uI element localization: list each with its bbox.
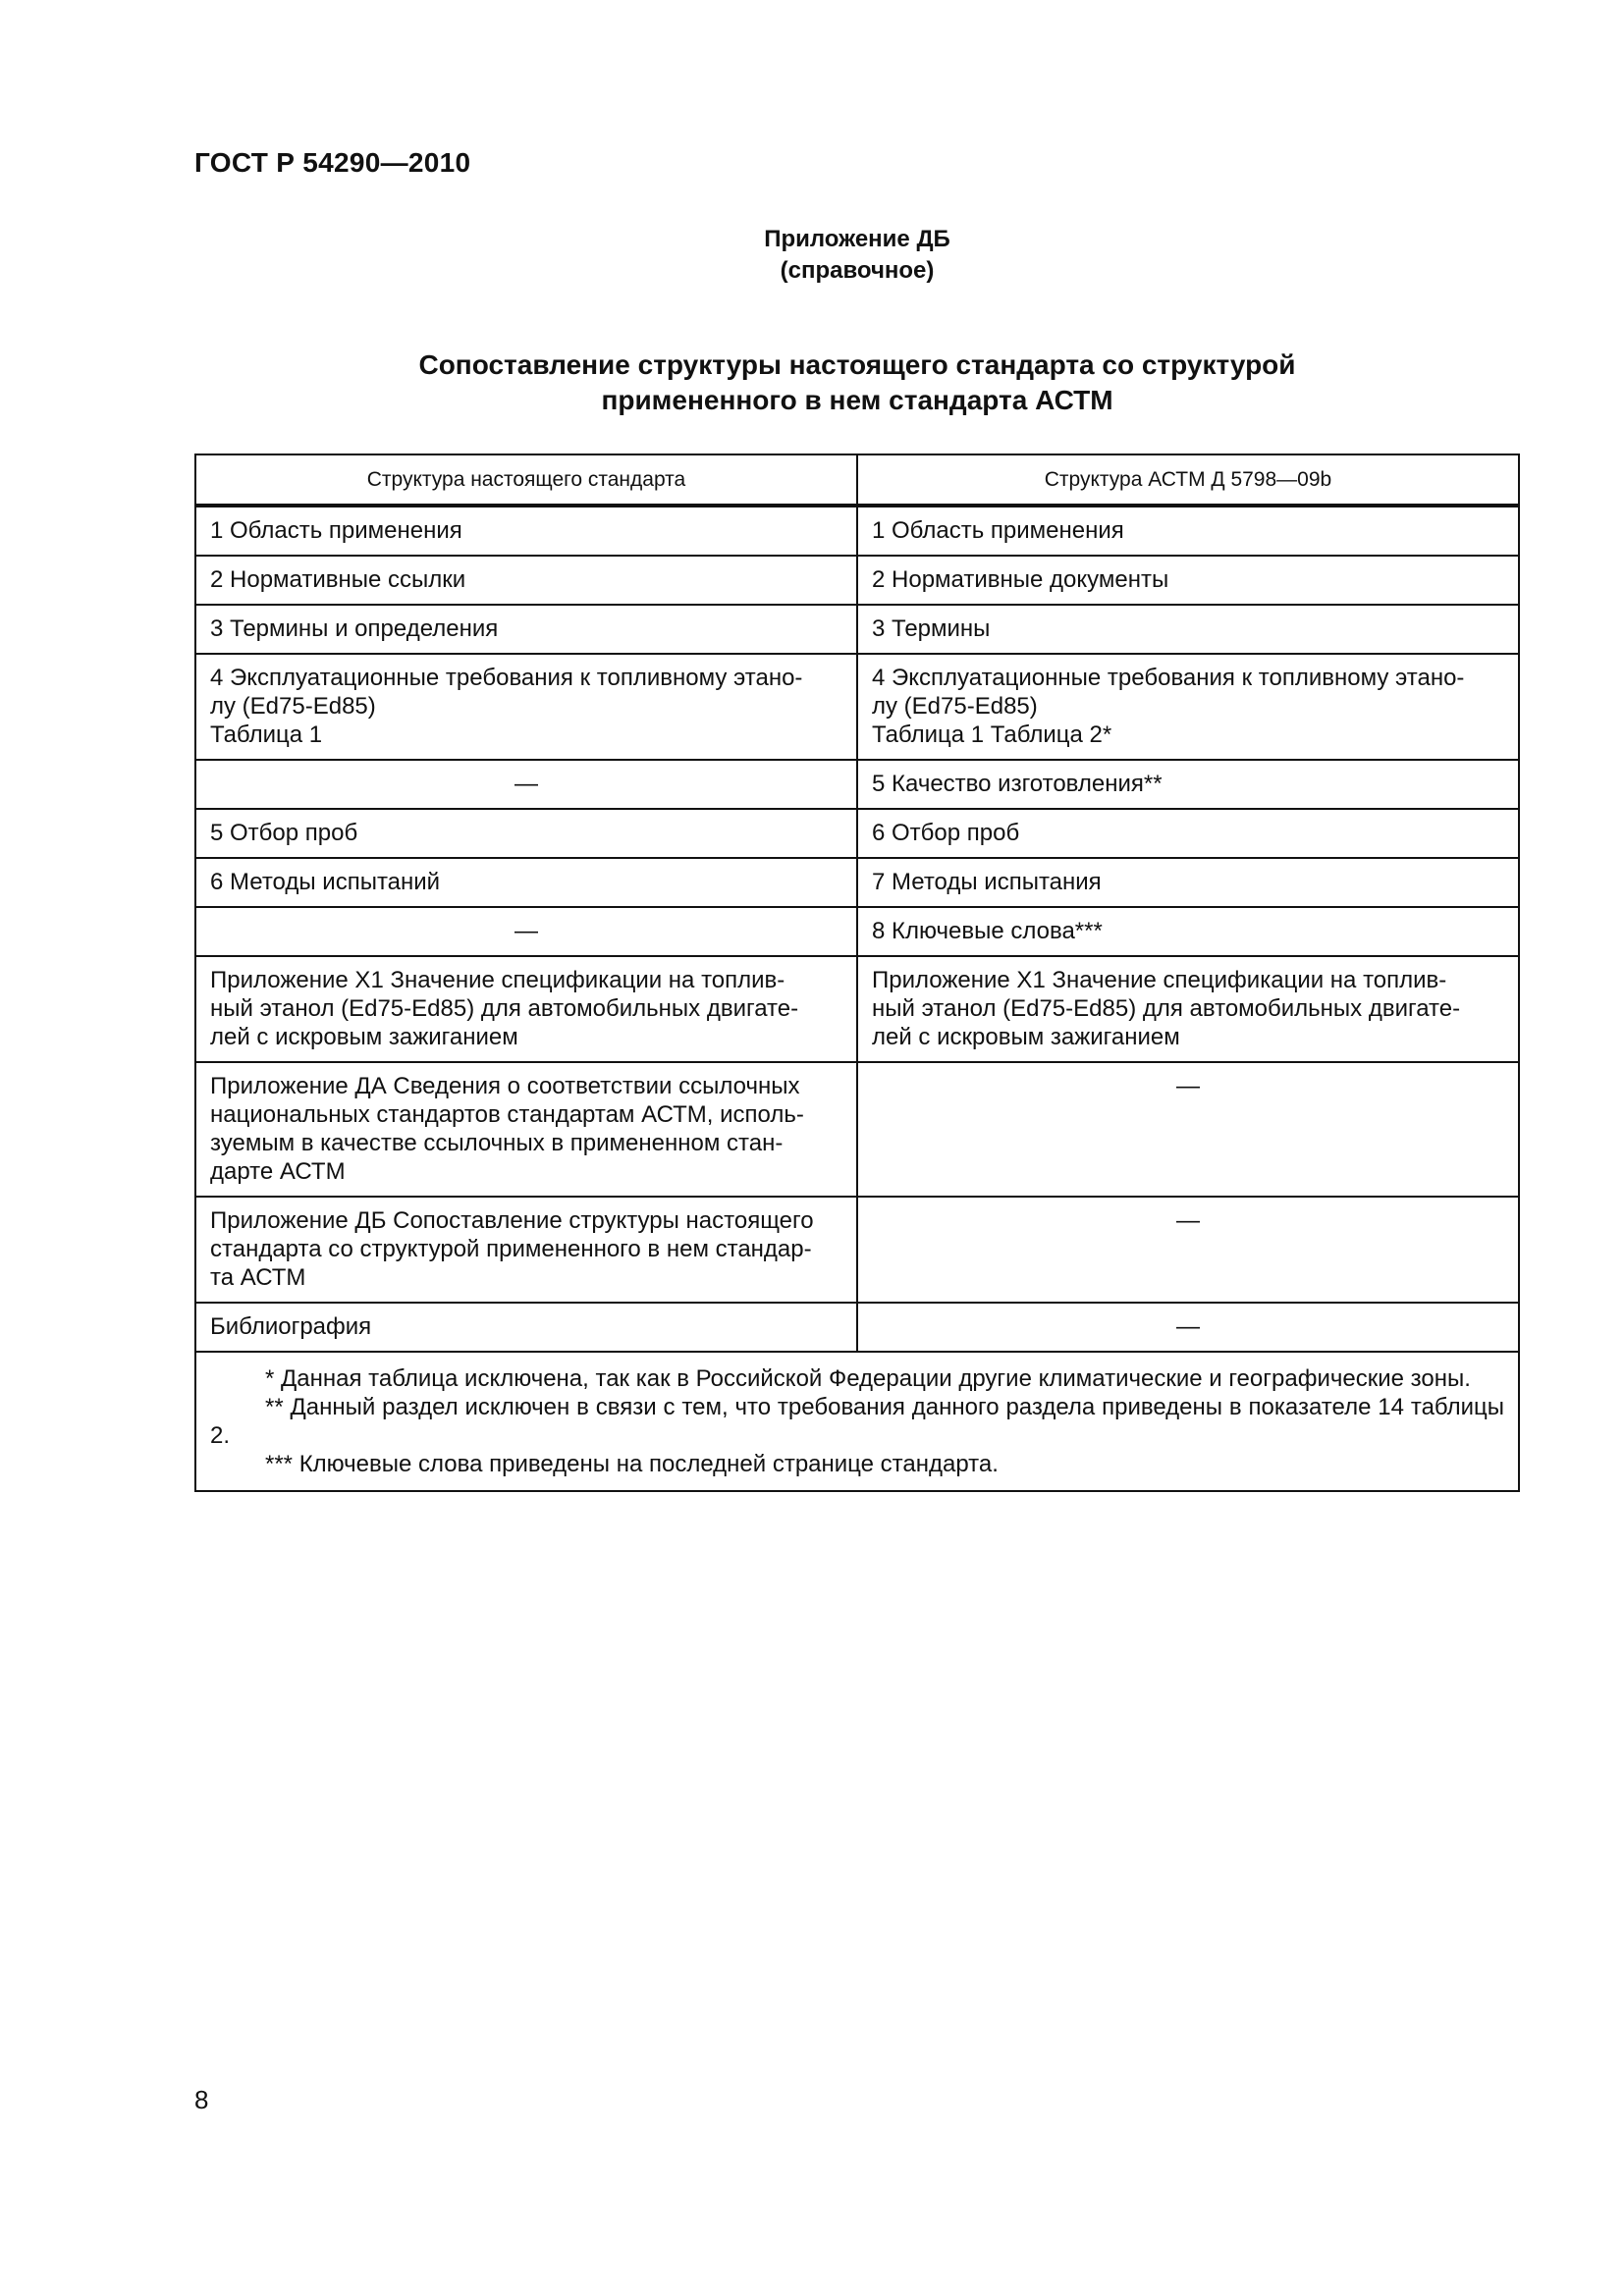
table-row bbox=[195, 654, 1519, 760]
table-cell-right: 1 Область применения bbox=[857, 506, 1519, 556]
table-cell-right: 3 Термины bbox=[857, 605, 1519, 654]
table-row bbox=[195, 605, 1519, 654]
title-line-2: примененного в нем стандарта АСТМ bbox=[601, 385, 1113, 415]
table-note: *** Ключевые слова приведены на последней странице стандарта. bbox=[265, 1451, 999, 1477]
table-cell-right: 4 Эксплуатационные требования к топливному этано- лу (Ed75-Ed85) Таблица 1 Таблица 2* bbox=[857, 654, 1519, 760]
column-header-this-standard: Структура настоящего стандарта bbox=[195, 454, 857, 506]
table-row bbox=[195, 556, 1519, 605]
table-cell-left: 1 Область применения bbox=[195, 506, 857, 556]
table-cell-right: 5 Качество изготовления** bbox=[857, 760, 1519, 809]
table-row bbox=[195, 1062, 1519, 1197]
table-row bbox=[195, 907, 1519, 956]
table-row bbox=[195, 1197, 1519, 1303]
structure-comparison-table bbox=[194, 454, 1520, 1492]
document-code: ГОСТ Р 54290—2010 bbox=[194, 147, 471, 178]
table-row bbox=[195, 1303, 1519, 1352]
table-row bbox=[195, 956, 1519, 1062]
table-cell-left: 3 Термины и определения bbox=[195, 605, 857, 654]
table-notes bbox=[195, 1352, 1519, 1491]
appendix-heading bbox=[194, 224, 1520, 287]
table-cell-right: 2 Нормативные документы bbox=[857, 556, 1519, 605]
table-cell-right: 7 Методы испытания bbox=[857, 858, 1519, 907]
table-cell-left: — bbox=[195, 907, 857, 956]
table-cell-left: 4 Эксплуатационные требования к топливному этано- лу (Ed75-Ed85) Таблица 1 bbox=[195, 654, 857, 760]
table-cell-right: Приложение Х1 Значение спецификации на топлив- ный этанол (Ed75-Ed85) для автомобильных двигате- лей с искровым зажиганием bbox=[857, 956, 1519, 1062]
table-row bbox=[195, 809, 1519, 858]
table-cell-left: Приложение ДБ Сопоставление структуры настоящего стандарта со структурой примененного в нем стандар- та АСТМ bbox=[195, 1197, 857, 1303]
table-cell-left: 5 Отбор проб bbox=[195, 809, 857, 858]
table-row bbox=[195, 760, 1519, 809]
page-number: 8 bbox=[194, 2085, 209, 2114]
table-cell-right: 6 Отбор проб bbox=[857, 809, 1519, 858]
table-cell-left: — bbox=[195, 760, 857, 809]
document-title bbox=[194, 347, 1520, 418]
table-cell-right: — bbox=[857, 1062, 1519, 1197]
table-cell-left: Приложение ДА Сведения о соответствии ссылочных национальных стандартов стандартам АСТМ, исполь- зуемым в качестве ссылочных в примененном стан- дарте АСТМ bbox=[195, 1062, 857, 1197]
table-row bbox=[195, 506, 1519, 556]
table-row bbox=[195, 858, 1519, 907]
table-note: * Данная таблица исключена, так как в Российской Федерации другие климатические и географические зоны. bbox=[265, 1365, 1471, 1392]
table-cell-left: Библиография bbox=[195, 1303, 857, 1352]
table-cell-left: 2 Нормативные ссылки bbox=[195, 556, 857, 605]
table-notes-row bbox=[195, 1352, 1519, 1491]
appendix-kind: (справочное) bbox=[780, 257, 935, 284]
table-cell-right: 8 Ключевые слова*** bbox=[857, 907, 1519, 956]
table-cell-right: — bbox=[857, 1197, 1519, 1303]
table-cell-left: Приложение Х1 Значение спецификации на топлив- ный этанол (Ed75-Ed85) для автомобильных двигате- лей с искровым зажиганием bbox=[195, 956, 857, 1062]
column-header-astm-standard: Структура АСТМ Д 5798—09b bbox=[857, 454, 1519, 506]
table-header-row bbox=[195, 454, 1519, 506]
appendix-name: Приложение ДБ bbox=[764, 226, 950, 252]
table-note: ** Данный раздел исключен в связи с тем, что требования данного раздела приведены в показателе 14 таблицы 2. bbox=[210, 1394, 1504, 1449]
title-line-1: Сопоставление структуры настоящего стандарта со структурой bbox=[418, 349, 1296, 380]
table-cell-left: 6 Методы испытаний bbox=[195, 858, 857, 907]
table-cell-right: — bbox=[857, 1303, 1519, 1352]
